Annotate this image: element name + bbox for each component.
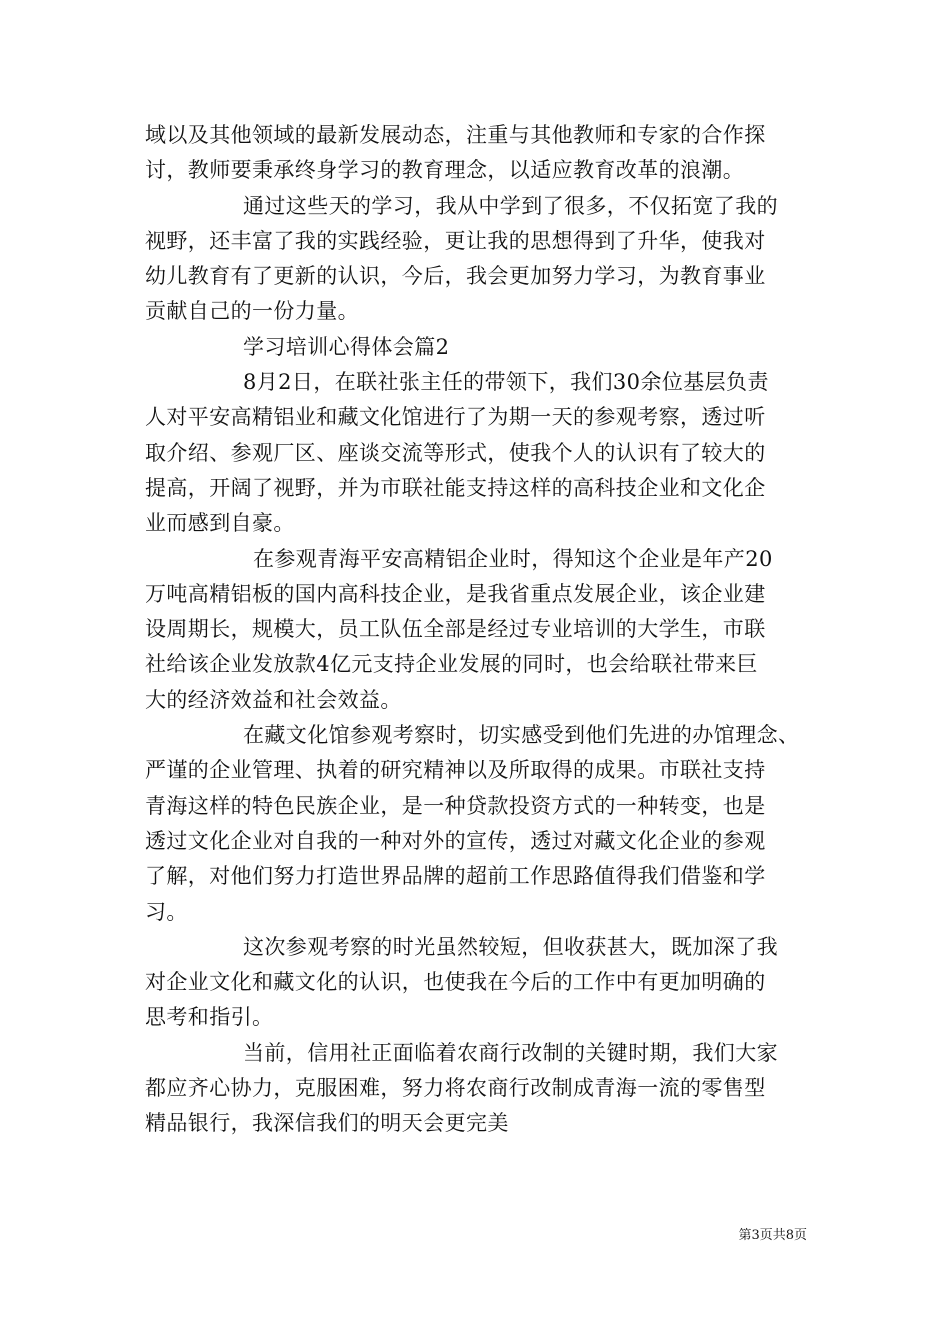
text-line: 都应齐心协力，克服困难，努力将农商行改制成青海一流的零售型 [145, 1076, 766, 1101]
text-line: 人对平安高精铝业和藏文化馆进行了为期一天的参观考察，透过听 [145, 405, 766, 430]
page-number-footer: 第3页共8页 [738, 1228, 807, 1243]
text-line: 透过文化企业对自我的一种对外的宣传，透过对藏文化企业的参观 [145, 828, 766, 853]
text-line: 习。 [145, 899, 188, 924]
document-body [145, 118, 825, 1142]
text-line: 讨，教师要秉承终身学习的教育理念，以适应教育改革的浪潮。 [145, 158, 745, 183]
paragraph-start-line: 在参观青海平安高精铝企业时，得知这个企业是年产20 [253, 546, 773, 571]
paragraph-start-line: 通过这些天的学习，我从中学到了很多，不仅拓宽了我的 [243, 193, 778, 218]
paragraph-start-line: 8月2日，在联社张主任的带领下，我们30余位基层负责 [243, 370, 769, 395]
text-line: 设周期长，规模大，员工队伍全部是经过专业培训的大学生，市联 [145, 617, 766, 642]
section-heading: 学习培训心得体会篇2 [243, 334, 450, 359]
text-line: 对企业文化和藏文化的认识，也使我在今后的工作中有更加明确的 [145, 970, 766, 995]
text-line: 取介绍、参观厂区、座谈交流等形式，使我个人的认识有了较大的 [145, 440, 766, 465]
text-line: 严谨的企业管理、执着的研究精神以及所取得的成果。市联社支持 [145, 758, 766, 783]
text-line: 业而感到自豪。 [145, 511, 295, 536]
text-line: 贡献自己的一份力量。 [145, 299, 359, 324]
text-line: 精品银行，我深信我们的明天会更完美 [145, 1111, 509, 1136]
paragraph-start-line: 在藏文化馆参观考察时，切实感受到他们先进的办馆理念、 [243, 723, 800, 748]
text-line: 提高，开阔了视野，并为市联社能支持这样的高科技企业和文化企 [145, 475, 766, 500]
text-line: 幼儿教育有了更新的认识，今后，我会更加努力学习，为教育事业 [145, 264, 766, 289]
text-line: 了解，对他们努力打造世界品牌的超前工作思路值得我们借鉴和学 [145, 864, 766, 889]
text-line: 社给该企业发放款4亿元支持企业发展的同时，也会给联社带来巨 [145, 652, 758, 677]
text-line: 大的经济效益和社会效益。 [145, 687, 402, 712]
text-line: 万吨高精铝板的国内高科技企业，是我省重点发展企业，该企业建 [145, 581, 766, 606]
text-line: 思考和指引。 [145, 1005, 274, 1030]
text-line: 视野，还丰富了我的实践经验，更让我的思想得到了升华，使我对 [145, 228, 766, 253]
paragraph-start-line: 这次参观考察的时光虽然较短，但收获甚大，既加深了我 [243, 934, 778, 959]
text-line: 青海这样的特色民族企业，是一种贷款投资方式的一种转变，也是 [145, 793, 766, 818]
paragraph-start-line: 当前，信用社正面临着农商行改制的关键时期，我们大家 [243, 1040, 778, 1065]
text-line: 域以及其他领域的最新发展动态，注重与其他教师和专家的合作探 [145, 123, 766, 147]
